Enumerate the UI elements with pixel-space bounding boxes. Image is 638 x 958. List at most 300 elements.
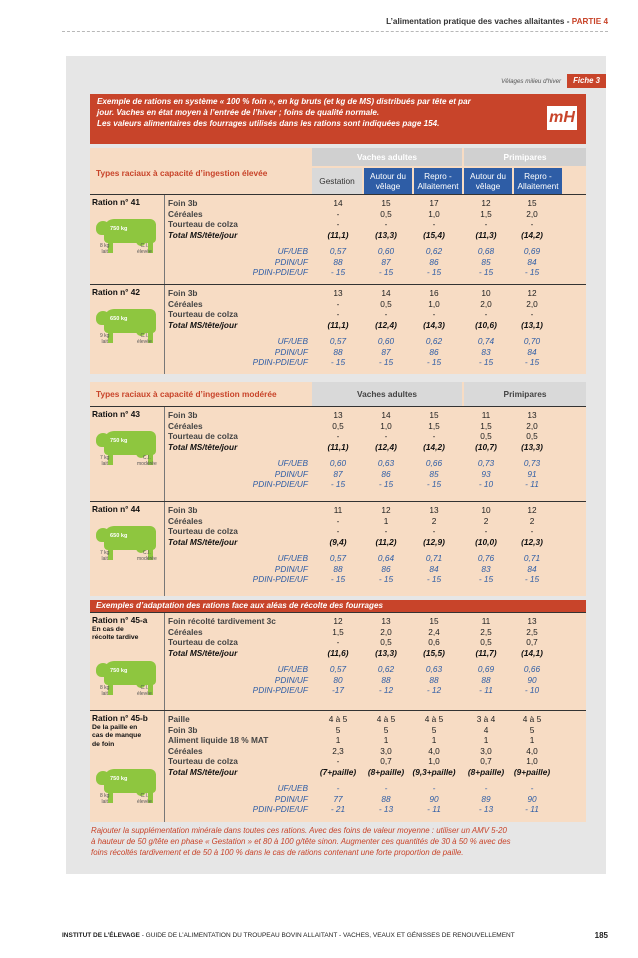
qty-column xyxy=(464,410,508,452)
footnote-line: Rajouter la supplémentation minérale dans toutes ces rations. Avec des foins de valeur moyenne : utiliser un AMV 5-20 xyxy=(91,826,507,835)
value-cell: - 15 xyxy=(378,267,394,277)
intro-box xyxy=(90,94,586,144)
value-cell: - 15 xyxy=(426,357,442,367)
qty-cell: (11,6) xyxy=(327,647,349,658)
feed-total-label: Total MS/tête/jour xyxy=(168,319,238,330)
feed-list xyxy=(168,505,238,547)
value-column xyxy=(464,783,508,815)
qty-cell: 2 xyxy=(529,515,535,526)
header-repro-allaitement-line: Repro - xyxy=(424,171,452,181)
value-cell: 0,62 xyxy=(425,246,443,256)
cow-milk-line: lait xyxy=(101,249,108,255)
unit-label: PDIN-PDIE/UF xyxy=(252,479,308,489)
value-column xyxy=(364,458,408,490)
value-cell: 83 xyxy=(481,563,491,574)
value-column xyxy=(316,783,360,815)
unit-label: PDIN/UF xyxy=(274,674,308,685)
fiche-caption: Vêlages milieu d'hiver xyxy=(501,77,562,85)
value-cell: - 12 xyxy=(378,685,394,695)
unit-label: UF/UEB xyxy=(277,336,308,346)
qty-cell: 2,0 xyxy=(526,208,538,219)
qty-column xyxy=(412,616,456,658)
qty-cell: 14 xyxy=(333,198,343,208)
header-primi-repro-allaitement-line: Repro - xyxy=(524,171,552,181)
feed-item: Foin 3b xyxy=(168,724,198,735)
ration-sub-line: de foin xyxy=(92,740,115,748)
value-column xyxy=(412,246,456,278)
qty-column xyxy=(510,288,554,330)
value-column xyxy=(364,246,408,278)
cow-milk-line: 8 kg xyxy=(100,685,110,691)
intro-line: Exemple de rations en système « 100 % foin », en kg bruts (et kg de MS) distribués par tête et par xyxy=(97,97,471,106)
value-column xyxy=(464,246,508,278)
value-column xyxy=(464,664,508,696)
value-cell: - 15 xyxy=(478,574,494,584)
qty-cell: 1,0 xyxy=(428,298,440,309)
qty-cell: 2,0 xyxy=(526,420,538,431)
qty-cell: - xyxy=(484,309,488,319)
feed-list xyxy=(168,616,276,658)
qty-cell: 4,0 xyxy=(526,745,538,756)
qty-cell: 0,6 xyxy=(428,637,440,647)
feed-item: Tourteau de colza xyxy=(168,526,238,536)
value-cell: 86 xyxy=(429,256,439,267)
section-moderate-intake xyxy=(90,382,586,596)
qty-cell: - xyxy=(336,431,340,441)
qty-cell: - xyxy=(432,526,436,536)
value-cell: - 21 xyxy=(330,804,346,814)
ration-divider xyxy=(164,285,165,374)
running-head-part: PARTIE 4 xyxy=(571,17,608,26)
value-cell: 88 xyxy=(333,346,343,357)
qty-cell: 2,3 xyxy=(332,745,344,756)
qty-cell: - xyxy=(384,526,388,536)
value-cell: 0,69 xyxy=(477,664,495,674)
qty-column xyxy=(412,505,456,547)
qty-cell: 13 xyxy=(333,410,343,420)
qty-column xyxy=(412,288,456,330)
footer-guide: - GUIDE DE L’ALIMENTATION DU TROUPEAU BOVIN ALLAITANT - VACHES, VEAUX ET GÉNISSES DE RENOUVELLEMENT xyxy=(139,932,515,939)
feed-item: Céréales xyxy=(168,626,203,637)
cow-milk xyxy=(100,243,109,255)
feed-list xyxy=(168,198,238,240)
cow-milk-line: 9 kg xyxy=(100,333,110,339)
qty-cell: 4 à 5 xyxy=(522,714,542,724)
qty-cell: 1,0 xyxy=(526,756,538,766)
header-primipares: Primipares xyxy=(464,148,586,166)
value-column xyxy=(412,783,456,815)
value-cell: 0,57 xyxy=(329,664,347,674)
qty-cell: - xyxy=(384,219,388,229)
footnote xyxy=(91,826,587,858)
unit-label: PDIN-PDIE/UF xyxy=(252,685,308,695)
value-cell: - 15 xyxy=(378,479,394,489)
cow-weight: 650 kg xyxy=(110,533,128,539)
value-column xyxy=(364,783,408,815)
value-cell: 0,57 xyxy=(329,246,347,256)
qty-cell: 12 xyxy=(527,288,537,298)
qty-cell: (11,1) xyxy=(327,229,349,240)
section-adaptation xyxy=(90,612,586,822)
value-cell: 0,66 xyxy=(523,664,541,674)
unit-label: PDIN-PDIE/UF xyxy=(252,574,308,584)
feed-item: Paille xyxy=(168,714,190,724)
value-cell: - xyxy=(484,783,488,793)
cow-head xyxy=(96,771,110,785)
cow-milk xyxy=(100,550,109,562)
qty-cell: - xyxy=(432,219,436,229)
feed-item: Foin récolté tardivement 3c xyxy=(168,616,276,626)
qty-column xyxy=(510,616,554,658)
qty-cell: 1,0 xyxy=(428,756,440,766)
qty-cell: 0,5 xyxy=(480,431,492,441)
qty-cell: 2,5 xyxy=(526,626,538,637)
value-cell: 0,63 xyxy=(377,458,395,468)
value-column xyxy=(510,458,554,490)
qty-cell: 17 xyxy=(429,198,439,208)
qty-cell: 13 xyxy=(429,505,439,515)
qty-cell: 2 xyxy=(431,515,437,526)
value-cell: - 15 xyxy=(426,574,442,584)
value-cell: 86 xyxy=(429,346,439,357)
value-cell: - xyxy=(336,783,340,793)
value-cell: 84 xyxy=(527,563,537,574)
value-cell: 83 xyxy=(481,346,491,357)
cow-ci-line: C.I. xyxy=(140,333,149,339)
value-cell: 0,60 xyxy=(377,246,395,256)
qty-cell: - xyxy=(484,526,488,536)
qty-cell: 1 xyxy=(529,735,535,745)
cow-weight: 650 kg xyxy=(110,316,128,322)
qty-cell: 13 xyxy=(381,616,391,626)
value-cell: - 15 xyxy=(330,357,346,367)
feed-item: Céréales xyxy=(168,420,203,431)
header-gestation: Gestation xyxy=(312,168,362,194)
qty-cell: 15 xyxy=(527,198,537,208)
qty-cell: 13 xyxy=(333,288,343,298)
cow-head xyxy=(96,221,110,235)
qty-cell: 1,5 xyxy=(428,420,440,431)
qty-cell: (13,3) xyxy=(521,441,543,452)
cow-head xyxy=(96,663,110,677)
value-column xyxy=(316,458,360,490)
value-cell: - 11 xyxy=(479,685,493,695)
value-cell: 87 xyxy=(381,346,391,357)
header-primi-repro-allaitement xyxy=(514,168,562,194)
cow-head xyxy=(96,433,110,447)
cow-milk-line: 8 kg xyxy=(100,793,110,799)
qty-cell: (11,3) xyxy=(475,229,497,240)
header-autour-velage xyxy=(364,168,412,194)
value-cell: 84 xyxy=(527,346,537,357)
qty-cell: 1,5 xyxy=(480,420,492,431)
header-primi-autour-velage-line: vêlage xyxy=(475,181,501,191)
value-cell: 0,71 xyxy=(523,553,541,563)
qty-cell: - xyxy=(336,309,340,319)
qty-cell: 1 xyxy=(383,735,389,745)
qty-cell: (12,4) xyxy=(375,441,397,452)
qty-cell: 11 xyxy=(481,410,491,420)
cow-weight: 750 kg xyxy=(110,226,128,232)
footnote-line: à hauteur de 50 g/tête en phase « Gestation » et 80 à 100 g/tête sinon. Augmenter ces quantités de 30 à 50 % avec des xyxy=(91,836,511,846)
cow-ci-line: élevée xyxy=(137,691,152,697)
value-cell: 80 xyxy=(333,674,343,685)
unit-label: PDIN/UF xyxy=(274,793,308,804)
feed-item: Céréales xyxy=(168,298,203,309)
qty-cell: 3,0 xyxy=(380,745,392,756)
qty-cell: (10,0) xyxy=(475,536,497,547)
ration-label: Ration n° 43 xyxy=(92,409,141,419)
qty-cell: (15,5) xyxy=(423,647,445,658)
feed-total-label: Total MS/tête/jour xyxy=(168,536,238,547)
qty-cell: 2,0 xyxy=(380,626,392,637)
qty-column xyxy=(510,410,554,452)
value-cell: - xyxy=(432,783,436,793)
section-header xyxy=(90,148,586,194)
qty-cell: 12 xyxy=(381,505,391,515)
qty-column xyxy=(464,616,508,658)
cow-ci-line: C.I. xyxy=(140,793,149,799)
ration-row xyxy=(90,194,586,284)
value-cell: 0,66 xyxy=(425,458,443,468)
ration-row xyxy=(90,710,586,822)
header-vaches-adultes: Vaches adultes xyxy=(312,382,462,406)
qty-cell: 2,0 xyxy=(480,298,492,309)
unit-labels xyxy=(253,336,308,368)
qty-cell: (12,9) xyxy=(423,536,445,547)
unit-label: UF/UEB xyxy=(277,553,308,563)
ration-divider xyxy=(164,613,165,710)
cow-milk-line: lait xyxy=(101,799,108,805)
value-cell: 90 xyxy=(429,793,439,804)
qty-cell: 12 xyxy=(527,505,537,515)
value-cell: - 15 xyxy=(378,357,394,367)
qty-column xyxy=(464,198,508,240)
value-cell: - 15 xyxy=(478,357,494,367)
section-title: Types raciaux à capacité d’ingestion modérée xyxy=(96,389,277,399)
value-cell: 0,70 xyxy=(523,336,541,346)
header-autour-velage-line: vêlage xyxy=(375,181,401,191)
header-autour-velage-line: Autour du xyxy=(370,171,406,181)
qty-column xyxy=(316,505,360,547)
qty-cell: 0,5 xyxy=(332,420,344,431)
value-cell: 0,73 xyxy=(523,458,541,468)
qty-column xyxy=(510,714,554,777)
qty-cell: - xyxy=(336,219,340,229)
unit-labels xyxy=(253,664,308,696)
ration-sub xyxy=(92,626,138,643)
ration-row xyxy=(90,284,586,374)
qty-column xyxy=(510,198,554,240)
value-cell: - 10 xyxy=(478,479,494,489)
unit-labels xyxy=(253,553,308,585)
qty-cell: - xyxy=(432,431,436,441)
value-cell: - 15 xyxy=(478,267,494,277)
header-primipares: Primipares xyxy=(464,382,586,406)
qty-cell: - xyxy=(432,309,436,319)
unit-label: PDIN-PDIE/UF xyxy=(252,804,308,814)
qty-cell: - xyxy=(384,309,388,319)
qty-cell: (12,4) xyxy=(375,319,397,330)
qty-cell: - xyxy=(336,298,340,309)
qty-cell: 4 à 5 xyxy=(328,714,348,724)
value-cell: 88 xyxy=(381,674,391,685)
qty-cell: - xyxy=(530,526,534,536)
qty-cell: (14,2) xyxy=(423,441,445,452)
qty-cell: 0,5 xyxy=(526,431,538,441)
feed-item: Aliment liquide 18 % MAT xyxy=(168,735,269,745)
value-cell: 87 xyxy=(333,468,343,479)
ration-sub xyxy=(92,724,141,749)
value-column xyxy=(510,336,554,368)
qty-cell: 0,5 xyxy=(380,298,392,309)
value-column xyxy=(412,553,456,585)
qty-cell: 2,0 xyxy=(526,298,538,309)
value-cell: 77 xyxy=(333,793,343,804)
value-cell: 0,64 xyxy=(377,553,395,563)
value-cell: - 12 xyxy=(426,685,442,695)
qty-cell: (9+paille) xyxy=(513,766,551,777)
header-rule xyxy=(62,31,608,32)
unit-label: PDIN-PDIE/UF xyxy=(252,267,308,277)
qty-cell: 10 xyxy=(481,288,491,298)
value-cell: 84 xyxy=(429,563,439,574)
qty-cell: - xyxy=(336,756,340,766)
qty-cell: - xyxy=(336,208,340,219)
qty-cell: 12 xyxy=(333,616,343,626)
value-cell: 0,71 xyxy=(425,553,443,563)
cow-milk xyxy=(100,793,109,805)
qty-cell: - xyxy=(336,637,340,647)
header-primi-repro-allaitement-line: Allaitement xyxy=(517,181,559,191)
cow-ci xyxy=(137,685,152,697)
qty-column xyxy=(316,616,360,658)
section-high-intake xyxy=(90,148,586,374)
qty-cell: 15 xyxy=(429,616,439,626)
qty-cell: 1 xyxy=(483,735,489,745)
value-column xyxy=(510,783,554,815)
value-cell: 0,68 xyxy=(477,246,495,256)
header-repro-allaitement xyxy=(414,168,462,194)
feed-item: Tourteau de colza xyxy=(168,756,238,766)
qty-column xyxy=(464,288,508,330)
feed-item: Foin 3b xyxy=(168,198,198,208)
cow-ci xyxy=(137,793,152,805)
qty-cell: (13,3) xyxy=(375,229,397,240)
value-cell: 88 xyxy=(381,793,391,804)
cow-head xyxy=(96,528,110,542)
qty-cell: (10,7) xyxy=(475,441,497,452)
qty-cell: (8+paille) xyxy=(467,766,505,777)
footer-org: INSTITUT DE L’ÉLEVAGE xyxy=(62,932,140,939)
cow-milk-line: 7 kg xyxy=(100,550,110,556)
value-cell: - 15 xyxy=(426,267,442,277)
cow-milk xyxy=(100,455,109,467)
qty-column xyxy=(412,714,456,777)
value-cell: - 15 xyxy=(524,357,540,367)
value-cell: - 13 xyxy=(478,804,494,814)
ration-sub-line: En cas de xyxy=(92,626,124,633)
qty-cell: (14,1) xyxy=(521,647,543,658)
qty-cell: 15 xyxy=(381,198,391,208)
cow-weight: 750 kg xyxy=(110,668,128,674)
qty-cell: 0,7 xyxy=(380,756,392,766)
value-column xyxy=(464,336,508,368)
value-column xyxy=(464,553,508,585)
qty-column xyxy=(316,198,360,240)
qty-cell: - xyxy=(484,219,488,229)
qty-cell: 3,0 xyxy=(480,745,492,756)
cow-milk-line: 8 kg xyxy=(100,243,110,249)
qty-cell: 4,0 xyxy=(428,745,440,756)
ration-row xyxy=(90,501,586,596)
qty-column xyxy=(412,198,456,240)
qty-cell: (11,1) xyxy=(327,319,349,330)
qty-cell: 4 à 5 xyxy=(376,714,396,724)
value-column xyxy=(316,246,360,278)
value-cell: - 13 xyxy=(378,804,394,814)
qty-cell: (9,4) xyxy=(329,536,347,547)
feed-item: Tourteau de colza xyxy=(168,219,238,229)
cow-ci xyxy=(137,333,152,345)
qty-cell: 14 xyxy=(381,410,391,420)
value-cell: - 15 xyxy=(378,574,394,584)
qty-column xyxy=(464,714,508,777)
qty-cell: - xyxy=(530,309,534,319)
qty-cell: 4 xyxy=(483,724,489,735)
qty-cell: 13 xyxy=(527,410,537,420)
qty-cell: 1,5 xyxy=(332,626,344,637)
value-cell: 93 xyxy=(481,468,491,479)
value-column xyxy=(364,553,408,585)
qty-cell: 13 xyxy=(527,616,537,626)
value-cell: 91 xyxy=(527,468,537,479)
unit-label: PDIN/UF xyxy=(274,256,308,267)
cow-milk xyxy=(100,333,109,345)
value-column xyxy=(316,336,360,368)
feed-item: Céréales xyxy=(168,745,203,756)
qty-cell: (9,3+paille) xyxy=(412,766,456,777)
value-cell: 90 xyxy=(527,793,537,804)
fiche-header xyxy=(501,74,606,88)
cow-ci xyxy=(137,243,152,255)
ration-row xyxy=(90,406,586,501)
ration-label: Ration n° 44 xyxy=(92,504,141,514)
cow-ci-line: C.I. xyxy=(140,685,149,691)
value-cell: 89 xyxy=(481,793,491,804)
feed-item: Tourteau de colza xyxy=(168,309,238,319)
value-column xyxy=(316,553,360,585)
cow-ci xyxy=(137,550,157,562)
value-column xyxy=(412,336,456,368)
unit-label: UF/UEB xyxy=(277,664,308,674)
cow-milk-line: lait xyxy=(101,339,108,345)
fiche-badge: Fiche 3 xyxy=(567,74,606,88)
cow-milk-line: 7 kg xyxy=(100,455,110,461)
cow-milk-line: lait xyxy=(101,556,108,562)
qty-column xyxy=(412,410,456,452)
qty-cell: - xyxy=(384,431,388,441)
header-primi-autour-velage-line: Autour du xyxy=(470,171,506,181)
value-cell: 85 xyxy=(481,256,491,267)
qty-cell: 0,5 xyxy=(380,637,392,647)
feed-list xyxy=(168,410,238,452)
value-cell: 86 xyxy=(381,468,391,479)
value-column xyxy=(510,553,554,585)
feed-total-label: Total MS/tête/jour xyxy=(168,647,238,658)
qty-cell: 3 à 4 xyxy=(476,714,496,724)
value-column xyxy=(412,458,456,490)
